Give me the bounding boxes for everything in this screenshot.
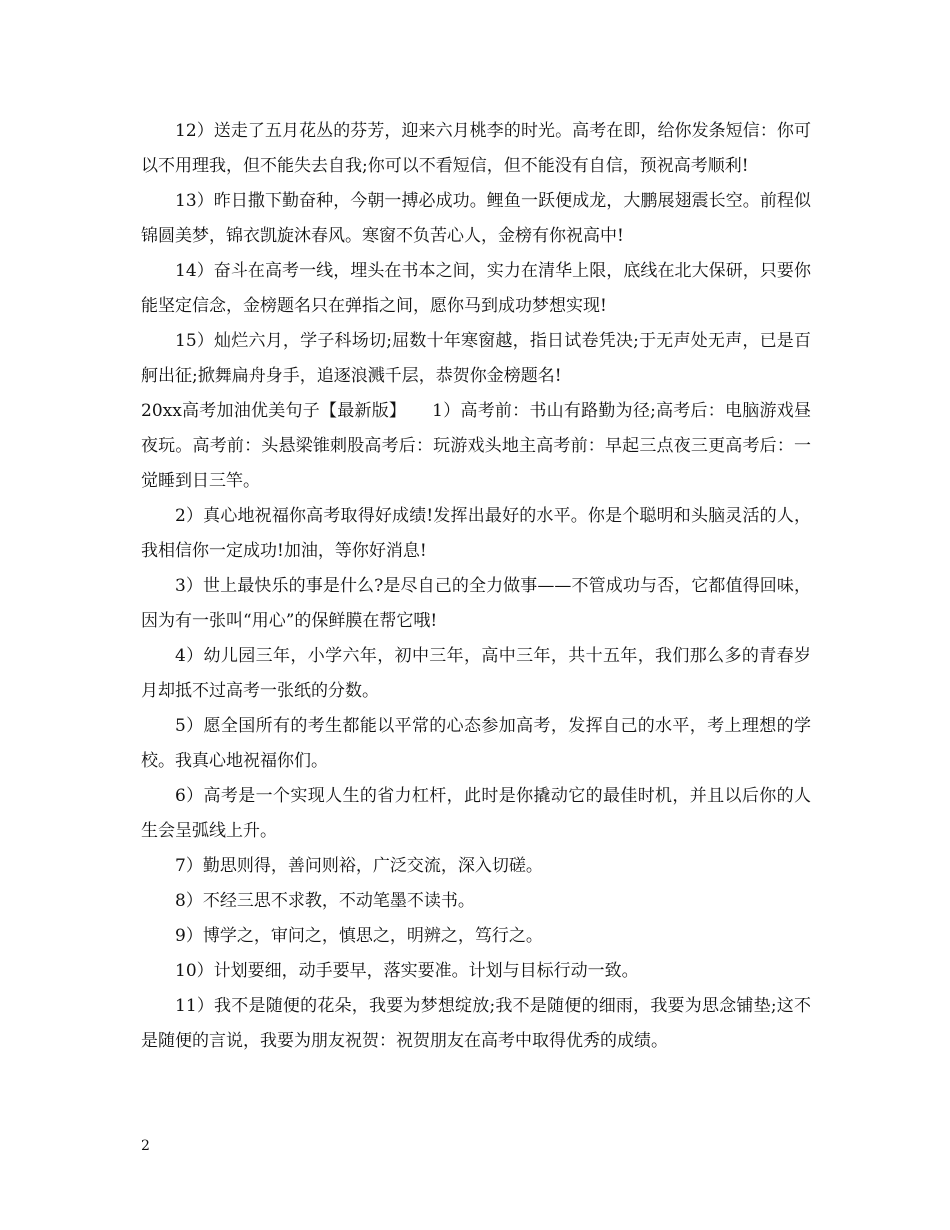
paragraph-12: 12）送走了五月花丛的芬芳，迎来六月桃李的时光。高考在即，给你发条短信：你可以不用理我，但不能失去自我;你可以不看短信，但不能没有自信，预祝高考顺利! (141, 121, 811, 176)
paragraph-11: 11）我不是随便的花朵，我要为梦想绽放;我不是随便的细雨，我要为思念铺垫;这不是随便的言说，我要为朋友祝贺：祝贺朋友在高考中取得优秀的成绩。 (141, 996, 811, 1051)
paragraph-3: 3）世上最快乐的事是什么?是尽自己的全力做事——不管成功与否，它都值得回味，因为有一张叫“用心”的保鲜膜在帮它哦! (141, 576, 811, 631)
page-number: 2 (141, 1138, 150, 1154)
paragraph-5: 5）愿全国所有的考生都能以平常的心态参加高考，发挥自己的水平，考上理想的学校。我真心地祝福你们。 (141, 716, 811, 771)
paragraph-8: 8）不经三思不求教，不动笔墨不读书。 (175, 891, 475, 911)
paragraph-9: 9）博学之，审问之，慎思之，明辨之，笃行之。 (175, 926, 543, 946)
paragraph-13: 13）昨日撒下勤奋种，今朝一搏必成功。鲤鱼一跃便成龙，大鹏展翅震长空。前程似锦圆美梦，锦衣凯旋沐春风。寒窗不负苦心人，金榜有你祝高中! (141, 191, 811, 246)
paragraph-10: 10）计划要细，动手要早，落实要准。计划与目标行动一致。 (175, 961, 639, 981)
document-body (141, 114, 811, 1059)
paragraph-4: 4）幼儿园三年，小学六年，初中三年，高中三年，共十五年，我们那么多的青春岁月却抵不过高考一张纸的分数。 (141, 646, 811, 701)
section-heading-paragraph: 20xx高考加油优美句子【最新版】 1）高考前：书山有路勤为径;高考后：电脑游戏昼夜玩。高考前：头悬梁锥刺股高考后：玩游戏头地主高考前：早起三点夜三更高考后：一觉睡到日三竿。 (141, 401, 811, 491)
paragraph-15: 15）灿烂六月，学子科场切;屈数十年寒窗越，指日试卷凭决;于无声处无声，已是百舸出征;掀舞扁舟身手，追逐浪溅千层，恭贺你金榜题名! (141, 331, 811, 386)
paragraph-7: 7）勤思则得，善问则裕，广泛交流，深入切磋。 (175, 856, 543, 876)
paragraph-6: 6）高考是一个实现人生的省力杠杆，此时是你撬动它的最佳时机，并且以后你的人生会呈弧线上升。 (141, 786, 811, 841)
paragraph-14: 14）奋斗在高考一线，埋头在书本之间，实力在清华上限，底线在北大保研，只要你能坚定信念，金榜题名只在弹指之间，愿你马到成功梦想实现! (141, 261, 811, 316)
paragraph-2: 2）真心地祝福你高考取得好成绩!发挥出最好的水平。你是个聪明和头脑灵活的人，我相信你一定成功!加油，等你好消息! (141, 506, 811, 561)
